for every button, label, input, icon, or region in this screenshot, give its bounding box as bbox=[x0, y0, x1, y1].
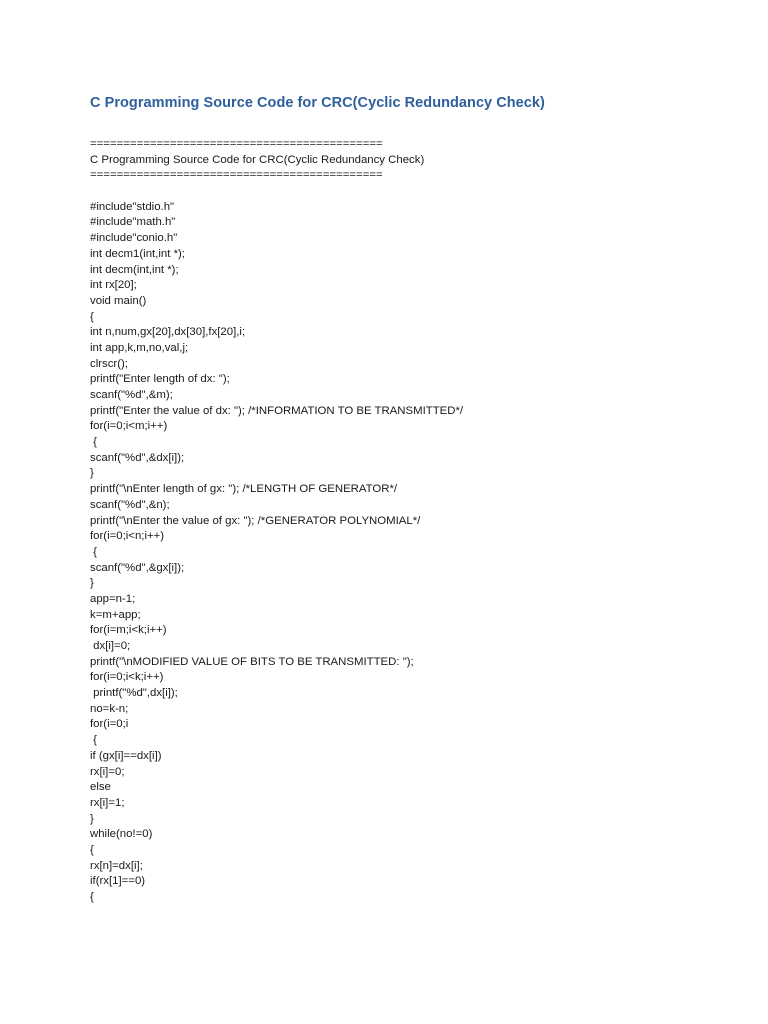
code-line: for(i=0;i bbox=[90, 718, 129, 731]
code-line: for(i=0;i<k;i++) bbox=[90, 671, 164, 684]
code-line: k=m+app; bbox=[90, 608, 141, 621]
code-line: scanf("%d",&m); bbox=[90, 389, 173, 401]
code-line: if (gx[i]==dx[i]) bbox=[90, 749, 162, 762]
code-line: { bbox=[90, 545, 97, 558]
code-line: { bbox=[90, 843, 94, 856]
code-line: #include"stdio.h" bbox=[90, 200, 175, 213]
code-line: for(i=0;i<n;i++) bbox=[90, 530, 165, 543]
code-line: rx[n]=dx[i]; bbox=[90, 859, 143, 872]
code-line: #include"conio.h" bbox=[90, 232, 178, 245]
code-line: void main() bbox=[90, 294, 147, 307]
code-line: dx[i]=0; bbox=[90, 640, 131, 652]
code-line: int rx[20]; bbox=[90, 279, 137, 292]
code-line: scanf("%d",&dx[i]); bbox=[90, 451, 185, 464]
code-line: { bbox=[90, 310, 94, 323]
code-line: no=k-n; bbox=[90, 702, 129, 715]
code-line: for(i=0;i<m;i++) bbox=[90, 420, 168, 433]
code-line: for(i=m;i<k;i++) bbox=[90, 624, 167, 637]
code-line: { bbox=[90, 891, 94, 903]
code-line: int decm1(int,int *); bbox=[90, 247, 185, 260]
code-line: C Programming Source Code for CRC(Cyclic Redundancy Check) bbox=[90, 153, 425, 166]
code-line: } bbox=[90, 467, 94, 480]
code-line: printf("\nEnter the value of gx: "); /*GENERATOR POLYNOMIAL*/ bbox=[90, 514, 421, 527]
code-line: ============================================ bbox=[90, 169, 383, 182]
code-line: printf("%d",dx[i]); bbox=[90, 687, 178, 700]
code-line: app=n-1; bbox=[90, 592, 136, 605]
code-line: printf("Enter the value of dx: "); /*INFORMATION TO BE TRANSMITTED*/ bbox=[90, 404, 464, 417]
code-line: printf("\nEnter length of gx: "); /*LENGTH OF GENERATOR*/ bbox=[90, 483, 398, 496]
code-line: else bbox=[90, 781, 111, 794]
code-line: clrscr(); bbox=[90, 357, 128, 370]
code-line: if(rx[1]==0) bbox=[90, 875, 146, 888]
code-line: printf("\nMODIFIED VALUE OF BITS TO BE TRANSMITTED: "); bbox=[90, 655, 414, 668]
code-line: scanf("%d",&gx[i]); bbox=[90, 561, 185, 574]
code-line: } bbox=[90, 812, 94, 825]
code-line bbox=[90, 184, 728, 200]
code-line: { bbox=[90, 436, 97, 449]
code-line: { bbox=[90, 734, 97, 747]
code-line: int decm(int,int *); bbox=[90, 263, 179, 276]
document-title: C Programming Source Code for CRC(Cyclic Redundancy Check) bbox=[90, 95, 545, 111]
code-line: scanf("%d",&n); bbox=[90, 498, 170, 511]
code-line: } bbox=[90, 577, 94, 590]
code-line: ============================================ bbox=[90, 138, 383, 150]
code-line: int app,k,m,no,val,j; bbox=[90, 341, 189, 354]
code-line: rx[i]=1; bbox=[90, 796, 125, 809]
code-line: while(no!=0) bbox=[90, 828, 153, 841]
code-line: int n,num,gx[20],dx[30],fx[20],i; bbox=[90, 326, 246, 339]
source-code-block bbox=[90, 137, 728, 906]
code-line: rx[i]=0; bbox=[90, 765, 125, 778]
code-line: #include"math.h" bbox=[90, 216, 176, 229]
code-line: printf("Enter length of dx: "); bbox=[90, 373, 230, 386]
